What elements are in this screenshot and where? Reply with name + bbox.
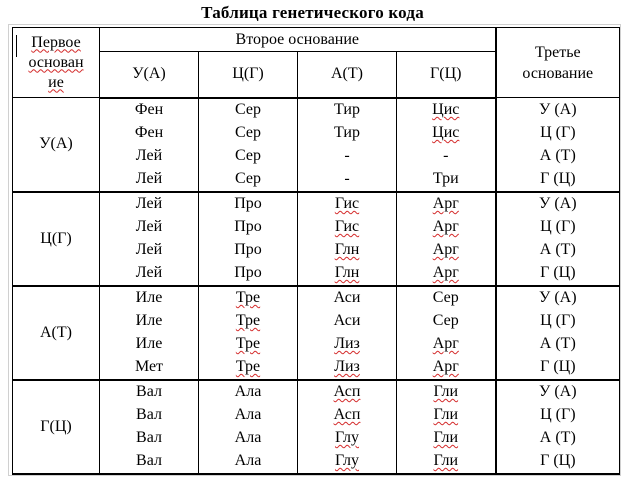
amino-acid-cell [397, 192, 496, 286]
third-base: У (А) [539, 289, 577, 306]
amino-acid: Лей [135, 195, 163, 212]
amino-acid-cell [199, 192, 298, 286]
third-base-line-1: Третье [534, 43, 581, 61]
amino-acid: Фен [134, 124, 164, 141]
third-base-cell [496, 192, 620, 286]
second-base-col-2: Ц(Г) [199, 52, 298, 98]
amino-acid: Гли [433, 383, 459, 400]
amino-acid: Гис [334, 195, 360, 212]
amino-acid: Глн [334, 241, 360, 258]
amino-acid-cell [100, 286, 199, 380]
amino-acid: Про [234, 264, 262, 281]
third-base-header [496, 28, 620, 98]
amino-acid-cell [298, 98, 397, 192]
amino-acid: - [443, 147, 449, 164]
amino-acid: Гис [334, 218, 360, 235]
first-base-line-2: основан [28, 53, 84, 71]
amino-acid: Ала [234, 383, 262, 400]
amino-acid: Асп [333, 406, 361, 423]
amino-acid: Вал [136, 406, 162, 423]
amino-acid: Глу [334, 452, 360, 469]
amino-acid: Арг [432, 241, 459, 258]
amino-acid: Цис [432, 101, 460, 118]
third-base: Г (Ц) [540, 452, 576, 469]
third-base: Ц (Г) [540, 123, 576, 141]
amino-acid: Лиз [334, 335, 360, 352]
third-base: Ц (Г) [540, 218, 576, 235]
amino-acid-cell [298, 380, 397, 474]
amino-acid-cell [397, 380, 496, 474]
amino-acid: Про [234, 241, 262, 258]
amino-acid: Тир [334, 101, 360, 118]
amino-acid-cell [100, 192, 199, 286]
amino-acid: Сер [235, 124, 261, 141]
amino-acid: Глн [334, 264, 360, 281]
amino-acid-cell [199, 380, 298, 474]
amino-acid: Три [432, 170, 459, 187]
third-base: Г (Ц) [540, 169, 576, 187]
amino-acid: Тре [235, 358, 261, 375]
amino-acid: Иле [135, 312, 163, 329]
amino-acid: Сер [235, 147, 261, 164]
amino-acid: Про [234, 218, 262, 235]
amino-acid: Арг [432, 264, 459, 281]
amino-acid: Гли [433, 406, 459, 423]
amino-acid: Вал [136, 452, 162, 469]
amino-acid: - [344, 147, 350, 164]
amino-acid: Лей [135, 241, 163, 258]
third-base: А (Т) [539, 429, 576, 446]
amino-acid: Гли [433, 452, 459, 469]
amino-acid: Ала [234, 452, 262, 469]
third-base-cell [496, 286, 620, 380]
amino-acid: Сер [235, 170, 261, 187]
first-base-cell: Г(Ц) [13, 380, 100, 474]
third-base: Ц (Г) [540, 406, 576, 423]
amino-acid: Аси [333, 312, 361, 329]
first-base-header [13, 28, 100, 98]
amino-acid: Цис [432, 124, 460, 141]
amino-acid: Вал [136, 383, 162, 400]
amino-acid-cell [100, 98, 199, 192]
amino-acid: Лей [135, 218, 163, 235]
amino-acid: Арг [432, 195, 459, 212]
third-base: Ц (Г) [540, 312, 576, 329]
amino-acid: Про [234, 195, 262, 212]
third-base: Г (Ц) [540, 264, 576, 281]
genetic-code-table [12, 27, 620, 475]
amino-acid: Сер [235, 101, 261, 118]
amino-acid: Тре [235, 289, 261, 306]
amino-acid: Лей [135, 264, 163, 281]
third-base-line-2: основание [522, 64, 594, 82]
amino-acid-cell [397, 286, 496, 380]
amino-acid: Вал [136, 429, 162, 446]
amino-acid: Ала [234, 406, 262, 423]
amino-acid: Арг [432, 358, 459, 375]
first-base-line-3: ие [48, 73, 64, 91]
amino-acid: Асп [333, 383, 361, 400]
second-base-col-3: А(Т) [298, 52, 397, 98]
amino-acid-cell [199, 98, 298, 192]
amino-acid: - [344, 170, 350, 187]
amino-acid: Мет [134, 358, 164, 375]
table-row [13, 98, 620, 192]
first-base-cell: У(А) [13, 98, 100, 192]
third-base-cell [496, 380, 620, 474]
amino-acid: Лиз [334, 358, 360, 375]
second-base-header: Второе основание [100, 28, 496, 52]
amino-acid-cell [199, 286, 298, 380]
amino-acid: Ала [234, 429, 262, 446]
amino-acid-cell [100, 380, 199, 474]
third-base: А (Т) [539, 335, 576, 352]
amino-acid: Арг [432, 218, 459, 235]
amino-acid: Фен [134, 101, 164, 118]
amino-acid-cell [298, 192, 397, 286]
third-base: У (А) [539, 100, 577, 118]
amino-acid: Лей [135, 170, 163, 187]
page-title: Таблица генетического кода [201, 3, 424, 22]
amino-acid: Тир [334, 124, 360, 141]
amino-acid: Глу [334, 429, 360, 446]
third-base-cell [496, 98, 620, 192]
text-cursor [16, 35, 17, 57]
amino-acid: Гли [433, 429, 459, 446]
amino-acid: Сер [432, 312, 459, 329]
first-base-cell: А(Т) [13, 286, 100, 380]
amino-acid: Иле [135, 335, 163, 352]
third-base: А (Т) [539, 146, 576, 164]
third-base: У (А) [539, 383, 577, 400]
amino-acid: Аси [333, 289, 361, 306]
third-base: А (Т) [539, 241, 576, 258]
third-base: У (А) [539, 195, 577, 212]
amino-acid: Лей [135, 147, 163, 164]
amino-acid: Тре [235, 312, 261, 329]
amino-acid: Тре [235, 335, 261, 352]
table-row [13, 380, 620, 474]
table-row [13, 192, 620, 286]
amino-acid: Арг [432, 335, 459, 352]
first-base-cell: Ц(Г) [13, 192, 100, 286]
amino-acid-cell [298, 286, 397, 380]
amino-acid-cell [397, 98, 496, 192]
second-base-col-4: Г(Ц) [397, 52, 496, 98]
second-base-col-1: У(А) [100, 52, 199, 98]
amino-acid: Сер [432, 289, 459, 306]
amino-acid: Иле [135, 289, 163, 306]
third-base: Г (Ц) [540, 358, 576, 375]
first-base-line-1: Первое [31, 33, 81, 51]
table-row [13, 286, 620, 380]
